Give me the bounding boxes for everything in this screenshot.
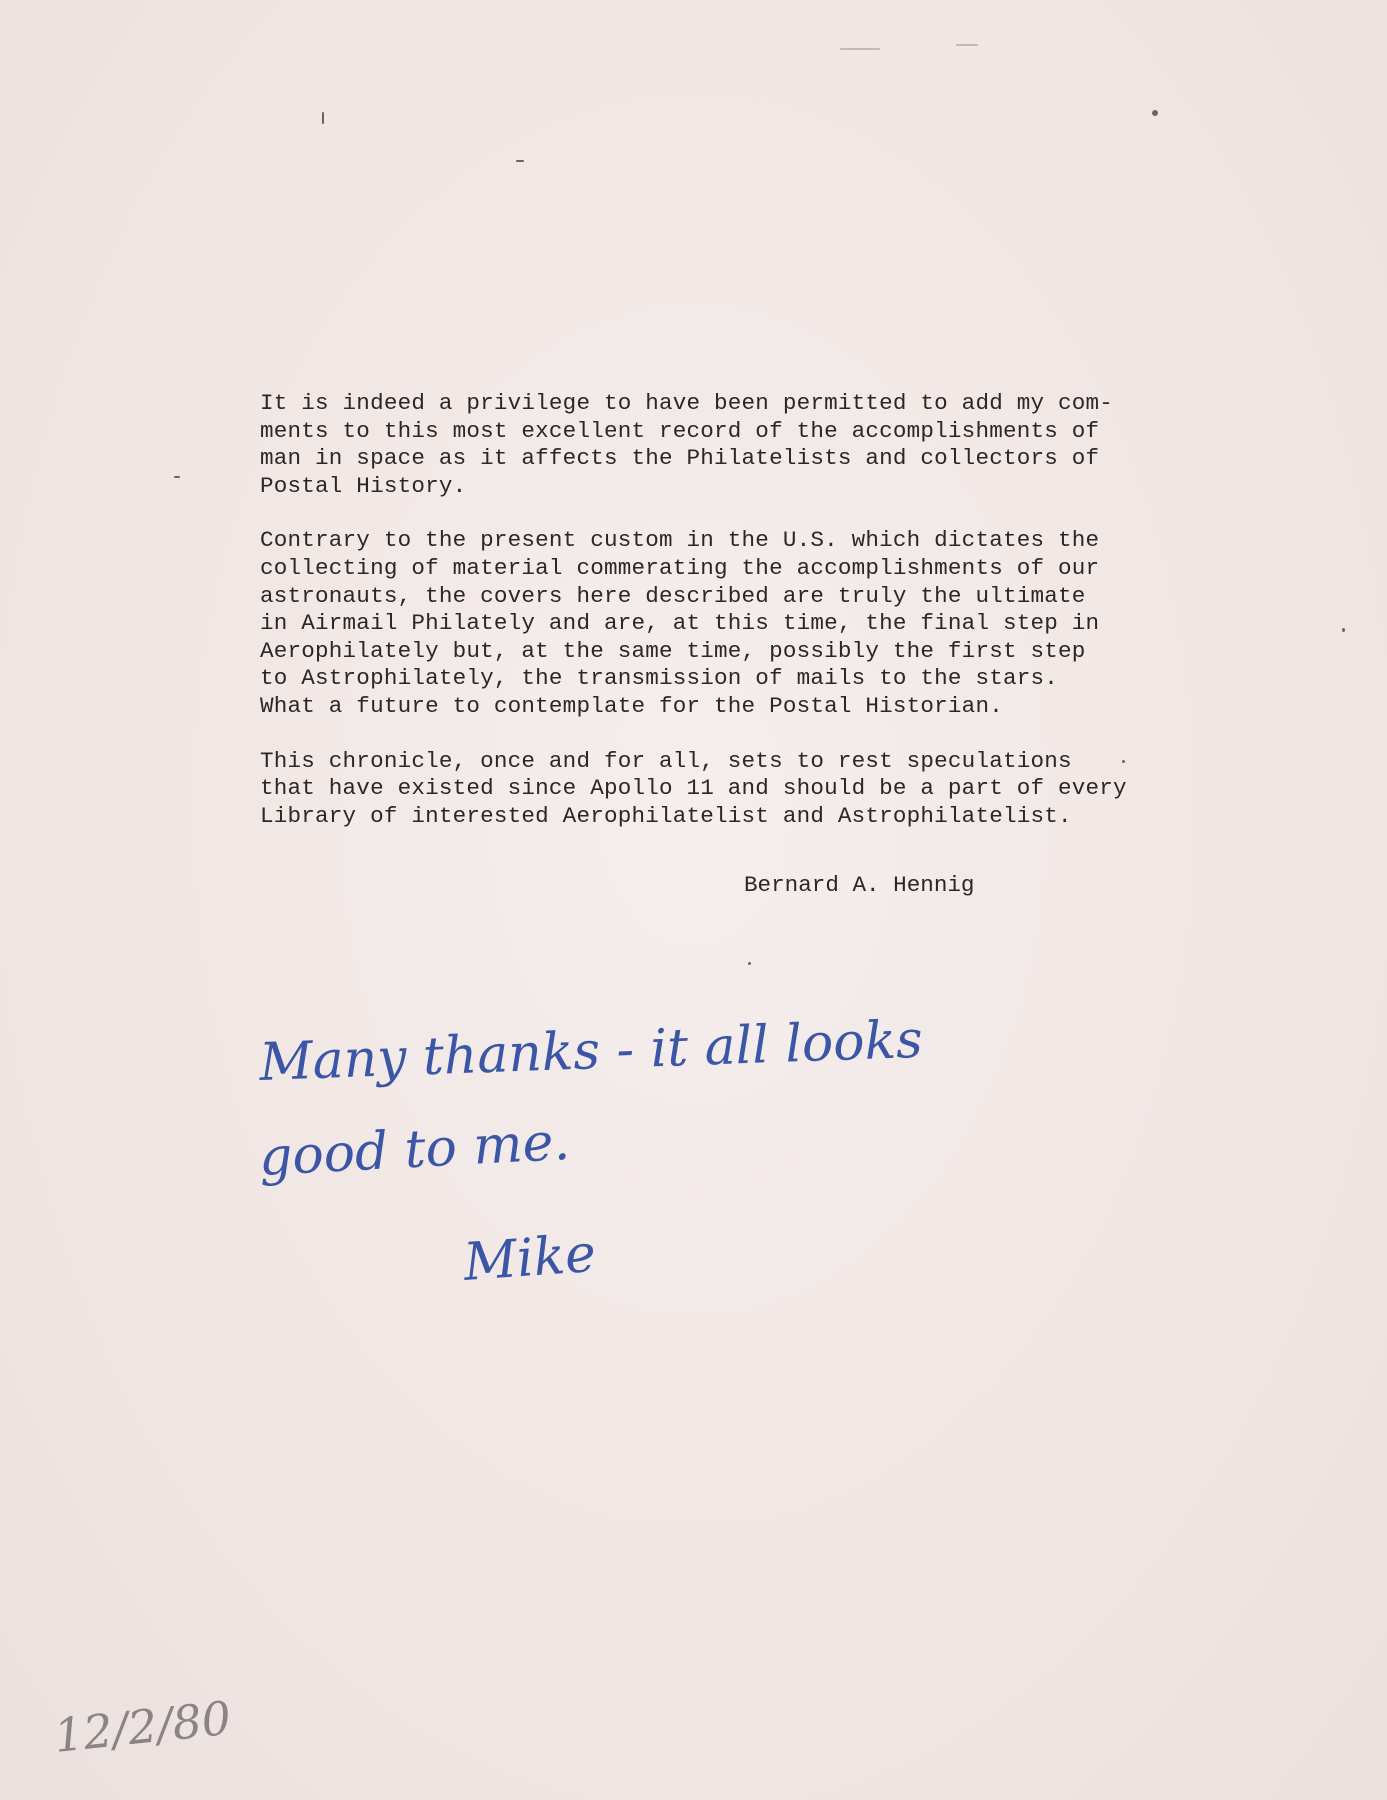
paper-speck — [748, 962, 751, 965]
handwritten-note — [250, 1000, 1030, 1320]
paragraph-1 — [260, 390, 1140, 500]
text-line: This chronicle, once and for all, sets to rest speculations — [260, 747, 1072, 774]
text-line: It is indeed a privilege to have been permitted to add my com- — [260, 390, 1114, 416]
text-line: in Airmail Philately and are, at this time, the final step in — [260, 610, 1100, 637]
text-line: collecting of material commerating the accomplishments of our — [260, 554, 1100, 581]
paper-speck — [840, 48, 880, 50]
text-line: Postal History. — [260, 472, 467, 499]
handwritten-line-2: good to me. — [257, 1111, 572, 1188]
text-line: man in space as it affects the Philatelists and collectors of — [260, 445, 1100, 472]
paper-speck — [1342, 628, 1345, 632]
paragraph-3 — [260, 748, 1140, 831]
text-line: Contrary to the present custom in the U.S. which dictates the — [260, 527, 1100, 554]
date-annotation — [50, 1690, 230, 1780]
text-line: astronauts, the covers here described are truly the ultimate — [260, 582, 1086, 609]
handwritten-note-drawing — [250, 1000, 1030, 1320]
text-line: ments to this most excellent record of the accomplishments of — [260, 417, 1100, 444]
text-line: Library of interested Aerophilatelist and Astrophilatelist. — [260, 802, 1072, 829]
date-annotation-text: 12/2/80 — [51, 1690, 230, 1763]
paper-speck — [1152, 110, 1158, 116]
paragraph-2 — [260, 527, 1140, 720]
paper-speck — [322, 112, 324, 124]
typed-signature: Bernard A. Hennig — [744, 872, 975, 898]
text-line: to Astrophilately, the transmission of mails to the stars. — [260, 665, 1058, 692]
date-annotation-drawing — [50, 1690, 230, 1780]
handwritten-signature: Mike — [461, 1223, 598, 1293]
text-line: that have existed since Apollo 11 and should be a part of every — [260, 775, 1127, 802]
paper-speck — [516, 160, 524, 162]
paper-speck — [174, 476, 180, 478]
letter-body — [260, 390, 1140, 857]
handwritten-line-1: Many thanks - it all looks — [258, 1009, 924, 1093]
paper-speck — [956, 44, 978, 46]
text-line: Aerophilately but, at the same time, possibly the first step — [260, 637, 1086, 664]
text-line: What a future to contemplate for the Postal Historian. — [260, 692, 1003, 719]
